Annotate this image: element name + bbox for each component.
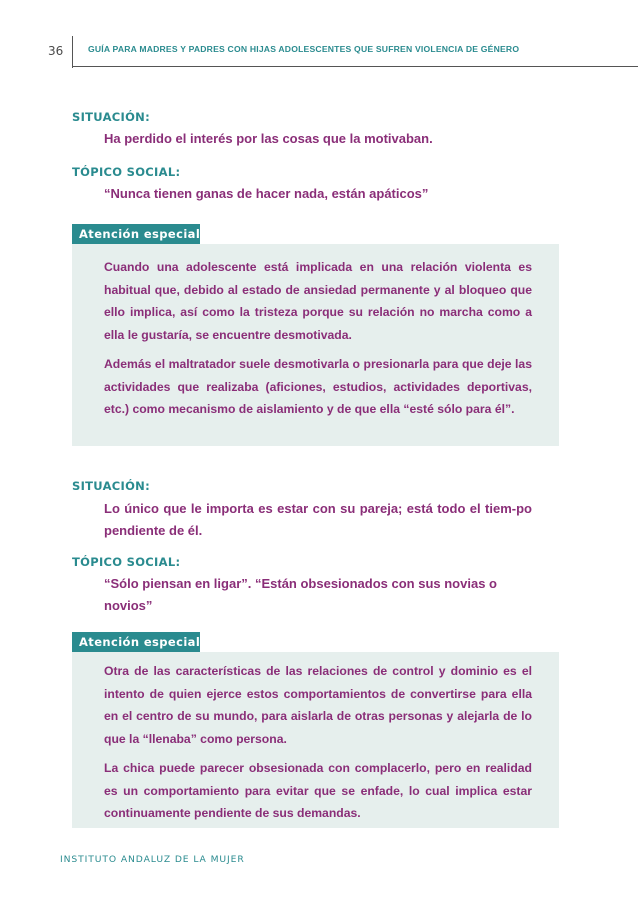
atencion-paragraph-2a: Otra de las características de las relaciones de control y dominio es el intento de quien ejerce estos comportamientos de convertirse para ella en el centro de su mundo, para aislarla de otras personas y alejarla de lo que la “llenaba” como persona. (104, 664, 532, 746)
situacion-text-2: Lo único que le importa es estar con su pareja; está todo el tiem-po pendiente de él. (104, 501, 532, 538)
running-header-title: GUÍA PARA MADRES Y PADRES CON HIJAS ADOLESCENTES QUE SUFREN VIOLENCIA DE GÉNERO (88, 44, 520, 54)
footer-institution: INSTITUTO ANDALUZ DE LA MUJER (60, 854, 245, 865)
topico-text-1: “Nunca tienen ganas de hacer nada, están apáticos” (104, 186, 429, 201)
atencion-paragraph-1b: Además el maltratador suele desmotivarla o presionarla para que deje las actividades que realizaba (aficiones, estudios, actividades deportivas, etc.) como mecanismo de aislamiento y de que ella “esté sólo para él”. (104, 357, 532, 416)
atencion-tab-2: Atención especial: (72, 632, 200, 652)
situacion-label-2: SITUACIÓN: (72, 479, 151, 493)
topico-text-2: “Sólo piensan en ligar”. “Están obsesionados con sus novias o novios” (104, 576, 497, 613)
page-number: 36 (48, 44, 64, 58)
header-divider-vertical (72, 36, 73, 68)
situacion-text-1: Ha perdido el interés por las cosas que la motivaban. (104, 131, 433, 146)
atencion-paragraph-1a: Cuando una adolescente está implicada en una relación violenta es habitual que, debido al estado de ansiedad permanente y al bloqueo que ello implica, así como la tristeza porque su relación no marcha como a ella le gustaría, se encuentre desmotivada. (104, 260, 532, 342)
situacion-label-1: SITUACIÓN: (72, 110, 151, 124)
atencion-tab-1: Atención especial: (72, 224, 200, 244)
topico-label-1: TÓPICO SOCIAL: (72, 165, 181, 179)
header-divider-horizontal (72, 66, 638, 67)
atencion-paragraph-2b: La chica puede parecer obsesionada con complacerlo, pero en realidad es un comportamiento para evitar que se enfade, lo cual implica estar continuamente pendiente de sus demandas. (104, 761, 532, 820)
topico-label-2: TÓPICO SOCIAL: (72, 555, 181, 569)
